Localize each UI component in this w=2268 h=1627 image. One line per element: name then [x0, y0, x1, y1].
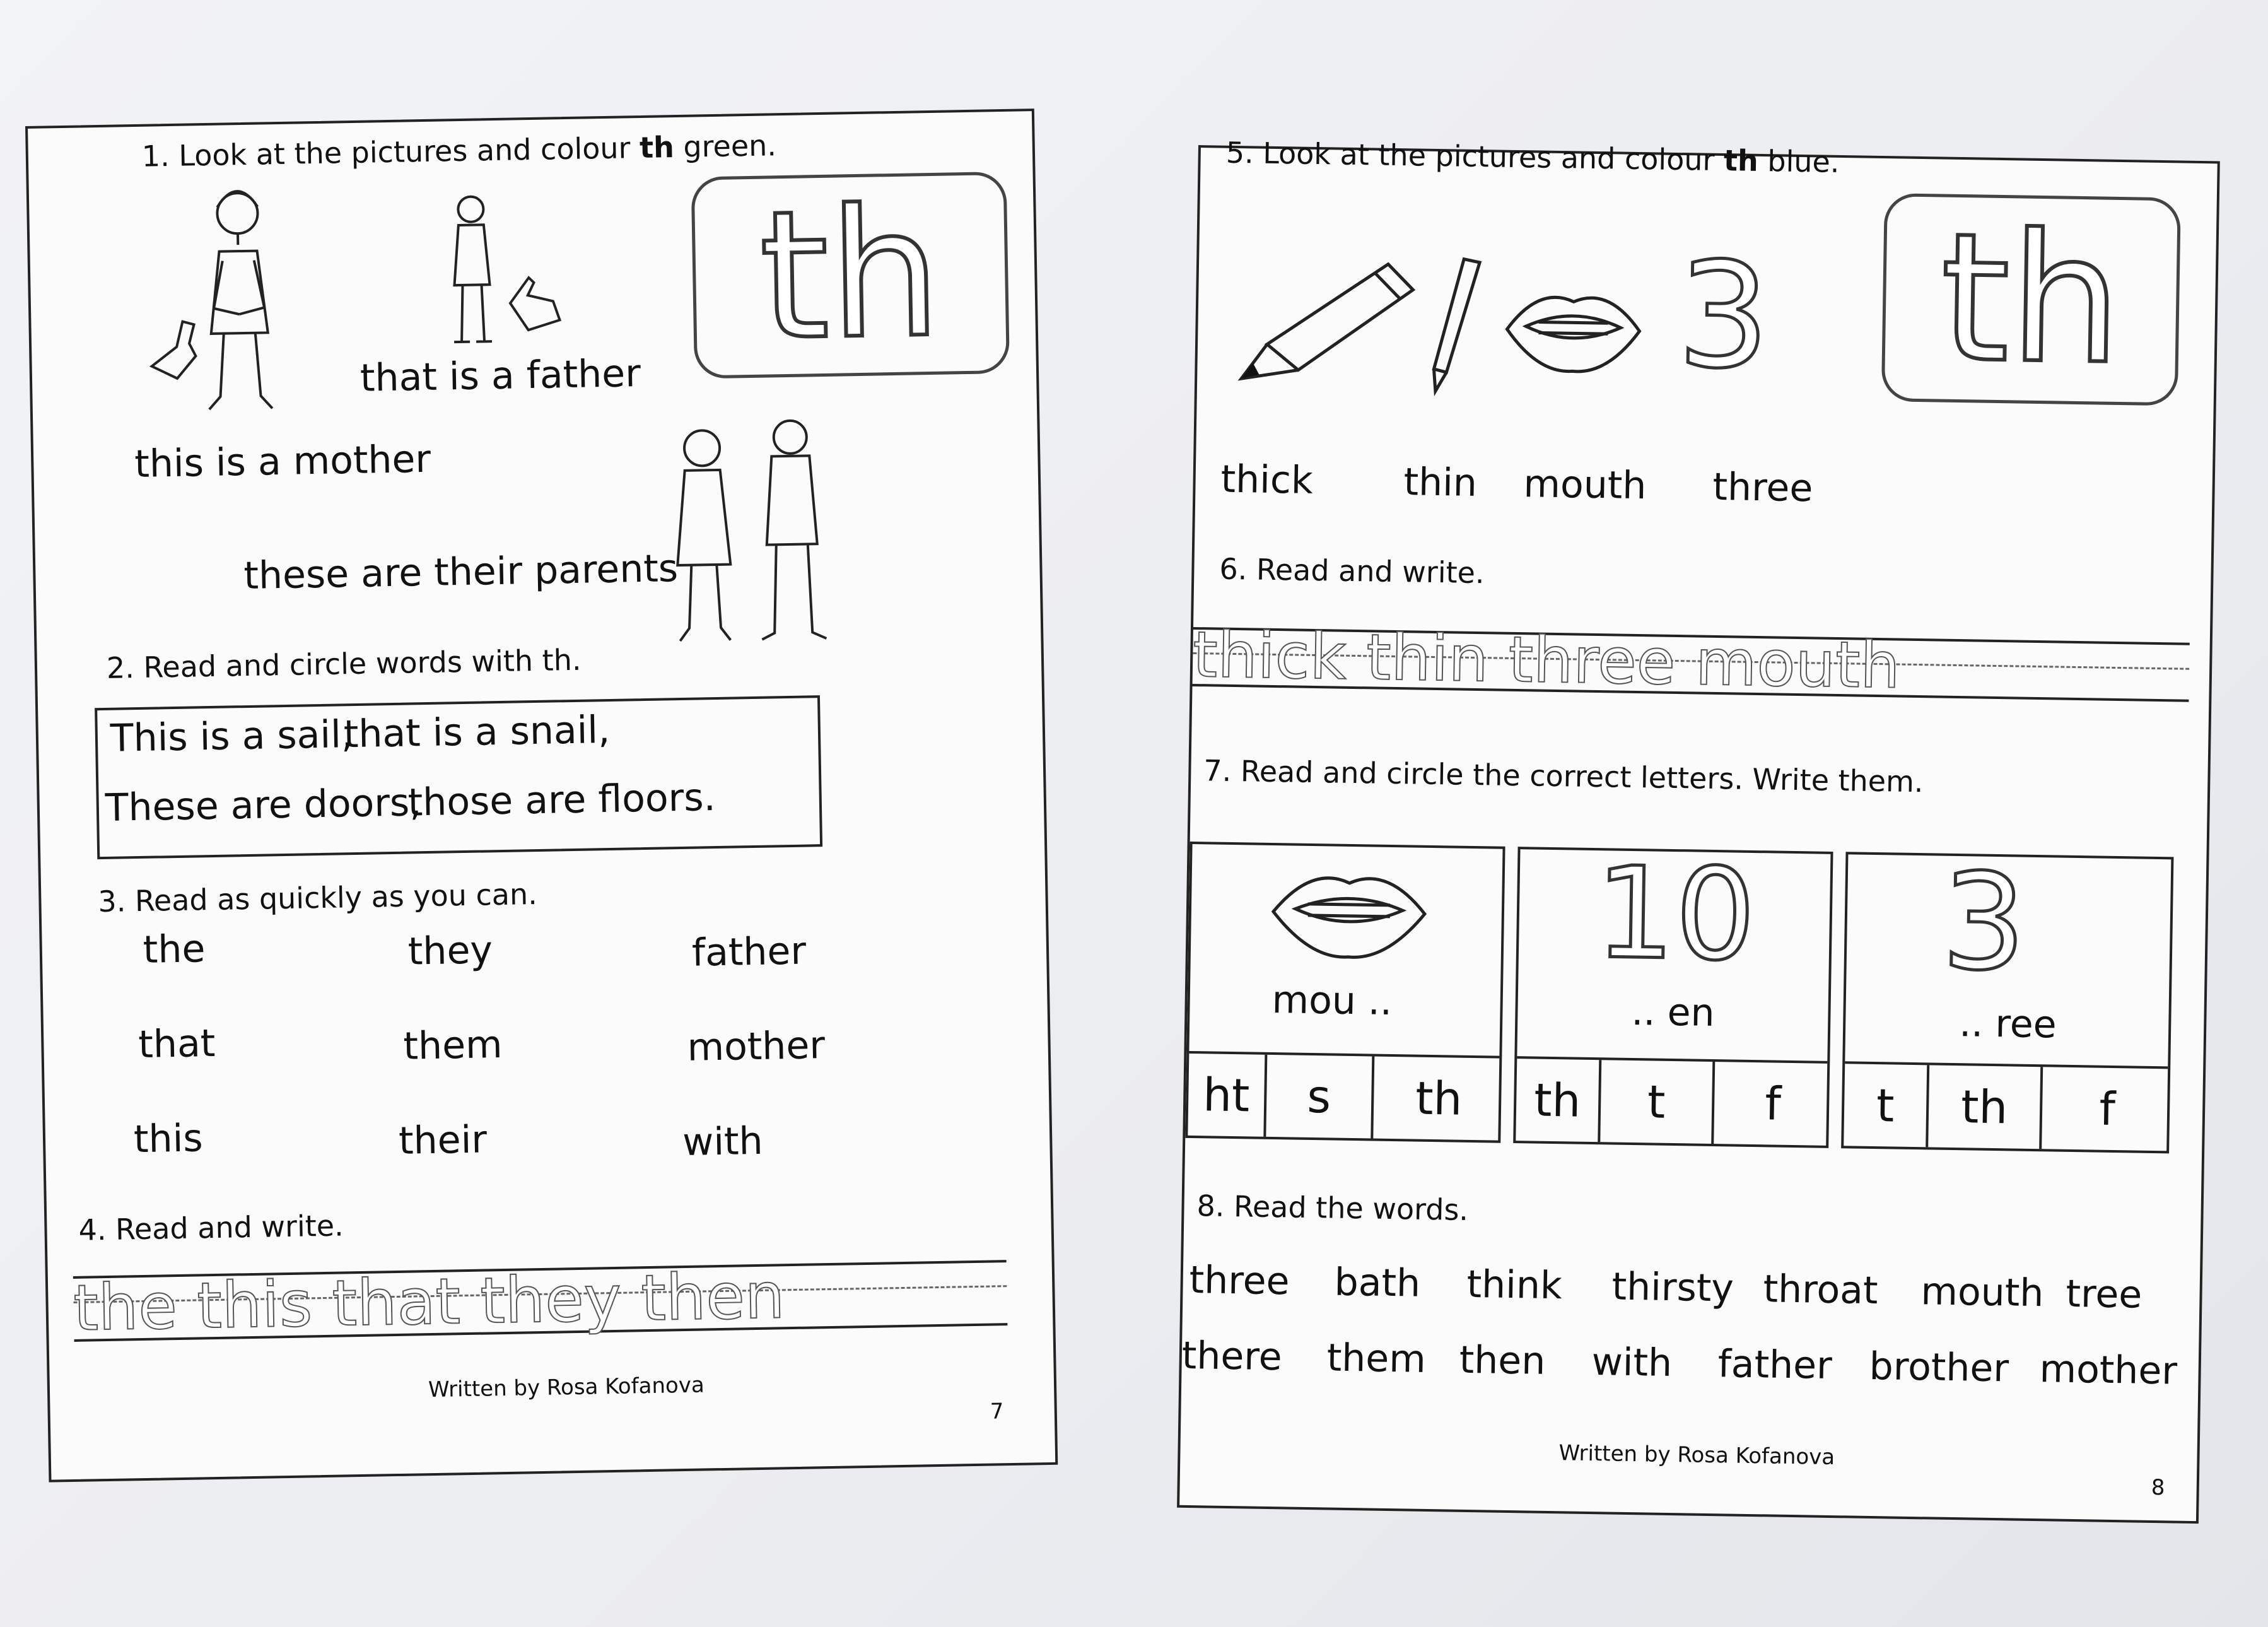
- sentence-1b: that is a snail,: [343, 707, 611, 757]
- task-1-number: 1.: [141, 139, 170, 173]
- word-mother: mother: [687, 1023, 826, 1070]
- th-letter-box: [691, 172, 1010, 379]
- task-6-text: Read and write.: [1256, 552, 1485, 590]
- card-ten-options: [1516, 1056, 1827, 1146]
- left-page: [25, 109, 1058, 1483]
- credit-left: Written by Rosa Kofanova: [428, 1372, 705, 1403]
- task-7-heading: [1203, 753, 1924, 799]
- card-ten-word: .. en: [1630, 989, 1716, 1036]
- option-t-2[interactable]: t: [1598, 1060, 1712, 1144]
- read-word-mouth: mouth: [1920, 1269, 2044, 1316]
- word-they: they: [407, 928, 493, 974]
- parents-illustration: [657, 417, 850, 647]
- th-outline-letters-right: th: [1939, 195, 2124, 404]
- caption-parents: these are their parents: [243, 546, 679, 599]
- circle-words-box: [95, 695, 822, 859]
- card-three-word: .. ree: [1958, 1001, 2057, 1047]
- read-word-with: with: [1591, 1340, 1673, 1386]
- credit-right: Written by Rosa Kofanova: [1558, 1440, 1835, 1471]
- read-word-throat: throat: [1763, 1267, 1879, 1313]
- card-three-picture: 3: [1940, 844, 2028, 1001]
- task-1-text: Look at the pictures and colour: [178, 131, 640, 173]
- task-1-heading: [141, 128, 776, 173]
- trace-words-left[interactable]: the this that they then: [73, 1259, 786, 1345]
- task-5-tail: blue.: [1758, 143, 1840, 179]
- caption-father: that is a father: [359, 351, 641, 401]
- task-4-number: 4.: [78, 1213, 107, 1247]
- task-8-heading: [1196, 1189, 1468, 1227]
- word-this: this: [133, 1116, 204, 1162]
- task-6-heading: [1219, 552, 1485, 590]
- task-4-text: Read and write.: [115, 1208, 344, 1247]
- task-2-heading: [107, 643, 582, 685]
- option-s[interactable]: s: [1263, 1055, 1372, 1139]
- word-that: that: [137, 1021, 216, 1067]
- task-3-heading: [98, 877, 537, 919]
- option-ht[interactable]: ht: [1202, 1068, 1250, 1122]
- read-word-them: them: [1326, 1336, 1427, 1382]
- option-th-3[interactable]: th: [1926, 1065, 2040, 1149]
- task-2-text: Read and circle words with th.: [143, 642, 582, 684]
- read-word-mother: mother: [2039, 1347, 2178, 1394]
- task-3-text: Read as quickly as you can.: [134, 877, 538, 919]
- letter-card-mouth: [1185, 842, 1505, 1143]
- task-5-bold: th: [1723, 143, 1759, 178]
- task-7-text: Read and circle the correct letters. Write them.: [1240, 754, 1924, 799]
- word-father: father: [691, 929, 807, 975]
- word-with: with: [682, 1119, 764, 1165]
- task-5-number: 5.: [1225, 135, 1254, 170]
- read-word-thirsty: thirsty: [1611, 1264, 1734, 1311]
- label-three: three: [1712, 464, 1813, 511]
- task-6-number: 6.: [1219, 551, 1248, 587]
- page-number-left: 7: [990, 1399, 1004, 1424]
- read-word-then: then: [1459, 1337, 1546, 1383]
- read-word-brother: brother: [1869, 1344, 2009, 1391]
- read-word-father: father: [1717, 1342, 1833, 1389]
- sentence-2b: those are floors.: [407, 775, 716, 825]
- read-word-think: think: [1466, 1262, 1563, 1308]
- task-7-number: 7.: [1203, 753, 1232, 788]
- caption-mother: this is a mother: [134, 437, 431, 487]
- word-their: their: [398, 1117, 488, 1163]
- sentence-2a: These are doors,: [105, 780, 422, 830]
- task-8-text: Read the words.: [1233, 1189, 1469, 1227]
- number-three-outline: 3: [1676, 231, 1772, 402]
- card-mouth-picture: [1266, 858, 1432, 968]
- read-word-three: three: [1189, 1258, 1290, 1304]
- thick-pencil-illustration: [1229, 237, 1420, 391]
- sentence-1a: This is a sail,: [110, 712, 354, 761]
- letter-card-three: [1841, 844, 2173, 1153]
- word-them: them: [402, 1023, 503, 1069]
- task-8-number: 8.: [1196, 1189, 1225, 1223]
- card-mouth-word: mou ..: [1271, 978, 1393, 1024]
- card-three-options: [1844, 1061, 2168, 1151]
- task-1-tail: green.: [674, 128, 777, 165]
- word-the: the: [143, 927, 206, 972]
- page-number-right: 8: [2151, 1474, 2165, 1501]
- option-th-2[interactable]: th: [1533, 1073, 1581, 1127]
- mouth-illustration: [1500, 279, 1646, 382]
- read-word-there: there: [1181, 1333, 1283, 1380]
- read-word-bath: bath: [1334, 1260, 1421, 1306]
- option-th[interactable]: th: [1371, 1057, 1504, 1141]
- card-ten-picture: 10: [1594, 840, 1757, 990]
- task-5-heading: [1225, 136, 1839, 179]
- task-4-heading: [78, 1208, 344, 1247]
- right-page: [1177, 135, 2220, 1524]
- th-outline-letters: th: [757, 170, 943, 380]
- task-2-number: 2.: [106, 650, 135, 685]
- label-mouth: mouth: [1523, 462, 1647, 508]
- task-1-bold: th: [639, 130, 675, 165]
- trace-words-right[interactable]: thick thin three mouth: [1192, 617, 1901, 703]
- label-thin: thin: [1403, 460, 1478, 506]
- task-5-text: Look at the pictures and colour: [1262, 136, 1724, 178]
- option-f-2[interactable]: f: [1711, 1062, 1832, 1146]
- card-mouth-options: [1188, 1051, 1499, 1141]
- th-letter-box-right: [1881, 193, 2181, 406]
- task-3-number: 3.: [97, 884, 126, 919]
- letter-card-ten: [1513, 840, 1833, 1148]
- thin-pencil-illustration: [1418, 252, 1496, 399]
- option-f-3[interactable]: f: [2039, 1067, 2173, 1151]
- label-thick: thick: [1220, 457, 1314, 503]
- option-t-3[interactable]: t: [1876, 1079, 1895, 1132]
- read-word-tree: tree: [2066, 1271, 2142, 1317]
- father-illustration: [433, 189, 575, 355]
- mother-pointing-illustration: [143, 180, 324, 423]
